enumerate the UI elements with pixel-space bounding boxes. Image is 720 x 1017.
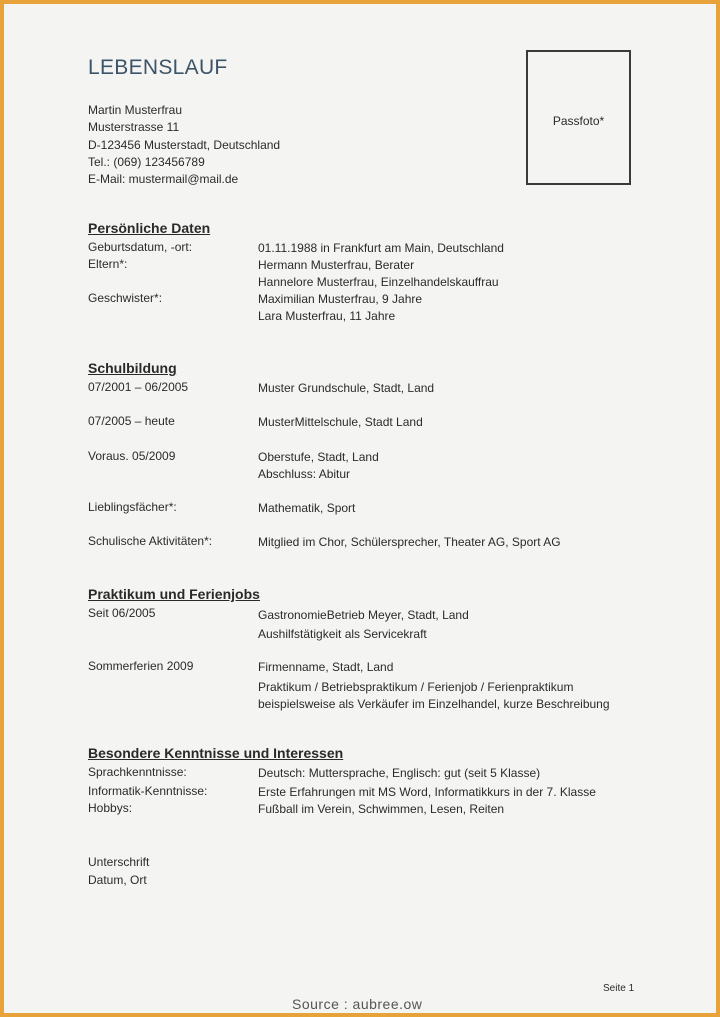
signature-block: [88, 854, 149, 889]
row-label: 07/2001 – 06/2005: [88, 380, 189, 394]
value-line: Fußball im Verein, Schwimmen, Lesen, Reiten: [258, 802, 505, 816]
date-place-label: Datum, Ort: [88, 872, 147, 887]
contact-block: [88, 102, 280, 188]
cv-page: [4, 4, 716, 1013]
row-value: [258, 380, 434, 397]
contact-email: E-Mail: mustermail@mail.de: [88, 172, 239, 187]
value-line: Firmenname, Stadt, Land: [258, 660, 394, 674]
value-line: Hannelore Musterfrau, Einzelhandelskauffrau: [258, 275, 499, 289]
row-value: [258, 291, 422, 325]
value-line: Mitglied im Chor, Schülersprecher, Theater AG, Sport AG: [258, 535, 561, 549]
source-watermark: Source : aubree.ow: [292, 996, 423, 1012]
value-line: Deutsch: Muttersprache, Englisch: gut (seit 5 Klasse): [258, 766, 541, 780]
row-value: [258, 801, 504, 818]
row-label: Seit 06/2005: [88, 606, 156, 620]
value-line: Aushilfstätigkeit als Servicekraft: [258, 627, 427, 641]
row-value: [258, 534, 561, 551]
row-value: [258, 414, 423, 431]
contact-street: Musterstrasse 11: [88, 120, 180, 135]
value-line: Maximilian Musterfrau, 9 Jahre: [258, 292, 423, 306]
value-line: Erste Erfahrungen mit MS Word, Informatikkurs in der 7. Klasse: [258, 785, 596, 799]
photo-placeholder: [526, 50, 631, 185]
section-heading-skills: Besondere Kenntnisse und Interessen: [88, 745, 344, 761]
row-label: Schulische Aktivitäten*:: [88, 534, 213, 548]
row-value: [258, 659, 610, 713]
row-value: [258, 606, 469, 644]
row-label: Lieblingsfächer*:: [88, 500, 177, 514]
row-value: [258, 765, 540, 782]
row-value: [258, 257, 499, 291]
value-line: Mathematik, Sport: [258, 501, 356, 515]
value-line: Lara Musterfrau, 11 Jahre: [258, 309, 396, 323]
row-label: Eltern*:: [88, 257, 128, 271]
photo-label: Passfoto*: [552, 114, 605, 128]
row-label: Informatik-Kenntnisse:: [88, 784, 208, 798]
value-line: MusterMittelschule, Stadt Land: [258, 415, 423, 429]
value-line: Praktikum / Betriebspraktikum / Ferienjob / Ferienpraktikum: [258, 680, 574, 694]
value-line: Hermann Musterfrau, Berater: [258, 258, 415, 272]
row-value: [258, 449, 379, 483]
signature-label: Unterschrift: [88, 855, 150, 869]
value-line: Oberstufe, Stadt, Land: [258, 450, 379, 464]
row-label: Geburtsdatum, -ort:: [88, 240, 193, 254]
contact-city: D-123456 Musterstadt, Deutschland: [88, 137, 281, 152]
page-number: Seite 1: [603, 983, 635, 994]
document-title: LEBENSLAUF: [88, 56, 228, 79]
value-line: GastronomieBetrieb Meyer, Stadt, Land: [258, 608, 469, 622]
row-label: Sprachkenntnisse:: [88, 765, 187, 779]
contact-phone: Tel.: (069) 123456789: [88, 154, 205, 169]
row-label: Geschwister*:: [88, 291, 163, 305]
row-label: 07/2005 – heute: [88, 414, 175, 428]
row-label: Voraus. 05/2009: [88, 449, 176, 463]
section-heading-jobs: Praktikum und Ferienjobs: [88, 586, 260, 602]
row-label: Hobbys:: [88, 801, 133, 815]
row-value: [258, 500, 355, 517]
value-line: beispielsweise als Verkäufer im Einzelhandel, kurze Beschreibung: [258, 697, 610, 711]
contact-name: Martin Musterfrau: [88, 103, 183, 117]
row-value: [258, 240, 504, 257]
value-line: 01.11.1988 in Frankfurt am Main, Deutschland: [258, 241, 504, 255]
value-line: Muster Grundschule, Stadt, Land: [258, 381, 435, 395]
section-heading-personal: Persönliche Daten: [88, 220, 211, 236]
section-heading-school: Schulbildung: [88, 360, 177, 376]
row-label: Sommerferien 2009: [88, 659, 194, 673]
value-line: Abschluss: Abitur: [258, 467, 351, 481]
row-value: [258, 784, 596, 801]
